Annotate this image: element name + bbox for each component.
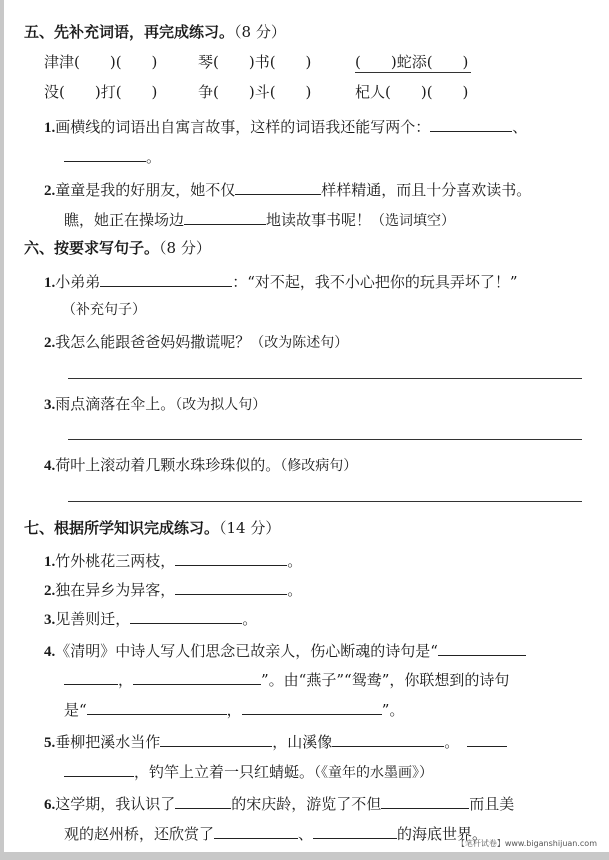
section6-heading (24, 238, 211, 258)
section5-points: （8 分） (234, 23, 286, 41)
answer-blank[interactable] (214, 822, 298, 839)
section7-points: （14 分） (219, 519, 281, 537)
answer-blank[interactable] (313, 822, 397, 839)
word-item: 杞人( )( ) (355, 83, 469, 101)
answer-blank[interactable] (242, 698, 382, 715)
word-item-underlined: ( )蛇添( ) (355, 53, 469, 71)
section6-points: （8 分） (159, 239, 211, 257)
section5-title: 五、先补充词语，再完成练习。 (24, 23, 235, 41)
answer-blank[interactable] (64, 760, 134, 777)
s6-question-1-note: （补充句子） (62, 302, 146, 318)
section7-heading (24, 518, 280, 538)
answer-blank[interactable] (175, 549, 287, 566)
section6-title: 六、按要求写句子。 (24, 239, 160, 257)
s7-question-2: 2.独在异乡为异客， 。 (44, 578, 302, 601)
word-item: 争( )斗( ) (198, 83, 312, 101)
exam-page (4, 0, 609, 852)
word-item: 琴( )书( ) (198, 53, 312, 71)
answer-blank[interactable] (332, 730, 444, 747)
word-item: 津津( )( ) (44, 53, 158, 71)
s5-question-1: 1.画横线的词语出自寓言故事，这样的词语我还能写两个： 、 (44, 115, 527, 138)
s6-question-4: 4.荷叶上滚动着几颗水珠珍珠似的。（修改病句） (44, 456, 358, 474)
answer-blank[interactable] (175, 578, 287, 595)
answer-blank[interactable] (438, 639, 526, 656)
answer-line[interactable] (68, 439, 582, 440)
s7-question-5: 5.垂柳把溪水当作 ，山溪像 。 (44, 730, 507, 753)
section5-heading (24, 22, 286, 42)
s6-question-2: 2.我怎么能跟爸爸妈妈撒谎呢？（改为陈述句） (44, 333, 349, 351)
s7-question-3: 3.见善则迁， 。 (44, 607, 257, 630)
underline (355, 72, 471, 73)
answer-blank[interactable] (64, 668, 118, 685)
answer-blank[interactable] (160, 730, 272, 747)
answer-blank[interactable] (133, 668, 261, 685)
answer-blank[interactable] (100, 270, 232, 287)
answer-blank[interactable] (467, 730, 507, 747)
s5-question-2-cont: 瞧，她正在操场边 地读故事书呢！（选词填空） (64, 208, 455, 231)
answer-blank[interactable] (64, 145, 146, 162)
answer-blank[interactable] (175, 792, 231, 809)
answer-blank[interactable] (381, 792, 469, 809)
answer-blank[interactable] (87, 698, 227, 715)
s7-question-4-cont2: 是“ ， ”。 (64, 698, 404, 720)
s5-question-2: 2.童童是我的好朋友，她不仅 样样精通，而且十分喜欢读书。 (44, 178, 531, 201)
section7-title: 七、根据所学知识完成练习。 (24, 519, 220, 537)
watermark: 【笔杆试卷】www.biganshijuan.com (456, 839, 597, 848)
answer-line[interactable] (68, 501, 582, 502)
answer-blank[interactable] (184, 208, 266, 225)
s7-question-4-cont: ， ”。由“燕子”“鸳鸯”，你联想到的诗句 (64, 668, 509, 690)
answer-blank[interactable] (430, 115, 512, 132)
s7-question-6-cont: 观的赵州桥，还欣赏了 、 的海底世界。 (64, 822, 487, 844)
s7-question-4: 4.《清明》中诗人写人们思念已故亲人，伤心断魂的诗句是“ (44, 639, 526, 662)
word-item: 没( )打( ) (44, 83, 158, 101)
answer-blank[interactable] (130, 607, 242, 624)
s7-question-1: 1.竹外桃花三两枝， 。 (44, 549, 302, 572)
s6-question-3: 3.雨点滴落在伞上。（改为拟人句） (44, 395, 267, 413)
s5-question-1-cont: 。 (64, 145, 161, 167)
s7-question-5-cont: ，钓竿上立着一只红蜻蜓。（《童年的水墨画》） (64, 760, 433, 783)
answer-blank[interactable] (235, 178, 321, 195)
s7-question-6: 6.这学期，我认识了 的宋庆龄，游览了不但 而且美 (44, 792, 514, 815)
answer-line[interactable] (68, 378, 582, 379)
s6-question-1: 1.小弟弟 ：“对不起，我不小心把你的玩具弄坏了！” (44, 270, 518, 293)
